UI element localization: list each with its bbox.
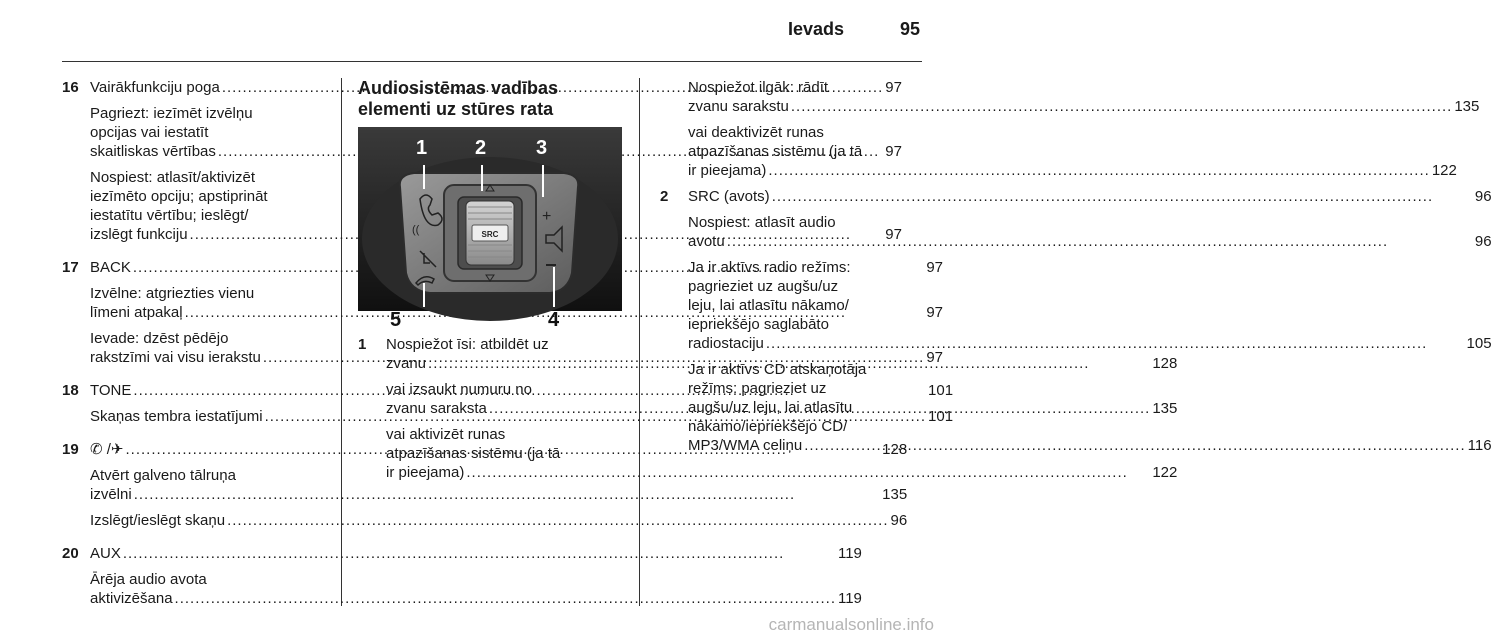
entry-text: zvanu <box>386 355 427 372</box>
entry-text: MP3/WMA celiņu <box>688 437 803 454</box>
entry-line: Ja ir aktīvs CD atskaņotāja <box>688 361 867 378</box>
entry-body <box>688 187 1492 462</box>
entry-line: Izvēlne: atgriezties vienu <box>90 285 255 302</box>
page-reference: 101 <box>928 408 954 425</box>
entry-paragraph <box>688 213 1492 251</box>
entry-leader-line <box>688 436 1492 455</box>
entry-leader-line <box>90 589 862 608</box>
entry-line: iepriekšējo saglabāto <box>688 316 829 333</box>
entry-text: ✆ /✈ <box>90 441 124 458</box>
entry-text: izslēgt funkciju <box>90 226 188 243</box>
entry-text: līmeni atpakaļ <box>90 304 183 321</box>
leader-dots <box>175 589 836 608</box>
entry-text: ir pieejama) <box>386 464 465 481</box>
entry-text: zvanu saraksta <box>386 400 487 417</box>
entry-number: 17 <box>62 259 79 276</box>
entry-line: Pagriezt: iezīmēt izvēlņu <box>90 105 253 122</box>
steering-wheel-controls-illustration <box>358 127 622 311</box>
entry-paragraph <box>688 258 1492 353</box>
entry-leader-line <box>688 97 1480 116</box>
page-reference: 122 <box>1152 464 1178 481</box>
entry-line: Nospiežot īsi: atbildēt uz <box>386 336 549 353</box>
entry-number: 20 <box>62 545 79 562</box>
entry-text: ir pieejama) <box>688 162 767 179</box>
page-reference: 96 <box>1474 233 1492 250</box>
page-reference: 97 <box>926 304 943 321</box>
entry-text: izvēlni <box>90 486 132 503</box>
entry-leader-line <box>90 511 907 530</box>
entry-paragraph <box>688 78 1480 116</box>
page-reference: 97 <box>926 259 943 276</box>
entry-number: 1 <box>358 336 367 353</box>
leader-dots <box>772 187 1473 206</box>
figure-label: 1 <box>416 137 428 159</box>
entry-line: iestatītu vērtību; ieslēgt/ <box>90 207 249 224</box>
leader-dots <box>768 161 1429 180</box>
entry-line: pagrieziet uz augšu/uz <box>688 278 839 295</box>
page-reference: 135 <box>1152 400 1178 417</box>
page-reference: 128 <box>1152 355 1178 372</box>
entry-line: Atvērt galveno tālruņa <box>90 467 236 484</box>
page-reference: 119 <box>837 545 862 562</box>
page-number: 95 <box>899 19 920 39</box>
leader-dots <box>727 232 1473 251</box>
section-title-line: Audiosistēmas vadības <box>358 78 559 98</box>
section-title-line: elementi uz stūres rata <box>358 99 554 119</box>
section-title <box>358 78 622 120</box>
continued-entry <box>660 78 1480 180</box>
entry-leader-line <box>688 334 1492 353</box>
entry-text: avotu <box>688 233 725 250</box>
entry-leader-line <box>688 232 1492 251</box>
leader-dots <box>227 511 888 530</box>
entry-line: vai izsaukt numuru no <box>386 381 532 398</box>
page-reference: 105 <box>1466 335 1492 352</box>
page-reference: 96 <box>1474 188 1492 205</box>
entry-text: zvanu sarakstu <box>688 98 789 115</box>
entry-line: Ārēja audio avota <box>90 571 207 588</box>
entry-leader-line <box>688 187 1492 206</box>
entry-line: Nospiest: atlasīt audio <box>688 214 836 231</box>
entry-text: SRC (avots) <box>688 188 770 205</box>
page-reference: 101 <box>928 382 954 399</box>
leader-dots <box>804 436 1465 455</box>
entry-number: 16 <box>62 79 79 96</box>
header-rule <box>62 61 922 62</box>
entry-line: atpazīšanas sistēmu (ja tā <box>688 143 863 160</box>
entry-line: vai aktivizēt runas <box>386 426 506 443</box>
entry-line: nākamo/iepriekšējo CD/ <box>688 418 848 435</box>
entry-line: leju, lai atlasītu nākamo/ <box>688 297 849 314</box>
entry-body <box>90 544 862 615</box>
header-title: Ievads <box>787 19 844 39</box>
entry-paragraph <box>90 570 862 608</box>
page-reference: 96 <box>890 512 908 529</box>
entry-line: opcijas vai iestatīt <box>90 124 209 141</box>
entry-text: radiostaciju <box>688 335 764 352</box>
src-button-label: SRC <box>481 230 499 239</box>
figure-label: 3 <box>536 137 548 159</box>
leader-dots <box>766 334 1465 353</box>
entry-leader-line <box>90 544 862 563</box>
entry-line: augšu/uz leju, lai atlasītu <box>688 399 853 416</box>
entry-text: Skaņas tembra iestatījumi <box>90 408 263 425</box>
entry-paragraph <box>90 544 862 563</box>
entry-line: iezīmēto opciju; apstiprināt <box>90 188 268 205</box>
entry-text: AUX <box>90 545 121 562</box>
page-reference: 128 <box>882 441 908 458</box>
index-entry <box>62 544 862 615</box>
entry-line: režīms: pagrieziet uz <box>688 380 827 397</box>
page-reference: 122 <box>1431 162 1457 179</box>
entry-text: skaitliskas vērtības <box>90 143 216 160</box>
page-reference: 97 <box>885 143 902 160</box>
page-reference: 97 <box>926 349 943 366</box>
page-reference: 135 <box>882 486 908 503</box>
page-reference: 116 <box>1467 437 1492 454</box>
entry-line: Nospiest: atlasīt/aktivizēt <box>90 169 256 186</box>
entry-paragraph <box>688 187 1492 206</box>
entry-text: TONE <box>90 382 132 399</box>
entry-text: Izslēgt/ieslēgt skaņu <box>90 512 226 529</box>
page-reference: 119 <box>837 590 862 607</box>
steering-wheel-controls-figure <box>358 127 622 331</box>
figure-label: 4 <box>548 309 560 331</box>
leader-dots <box>791 97 1452 116</box>
entry-text: rakstzīmi vai visu ierakstu <box>90 349 261 366</box>
entry-text: aktivizēšana <box>90 590 173 607</box>
entry-line: vai deaktivizēt runas <box>688 124 824 141</box>
leader-dots <box>123 544 836 563</box>
entry-paragraph <box>90 511 907 530</box>
page-reference: 97 <box>885 226 902 243</box>
svg-text:((: (( <box>412 224 420 236</box>
svg-text:+: + <box>542 208 552 225</box>
entry-line: Nospiežot ilgāk: rādīt <box>688 79 829 96</box>
entry-text: Vairākfunkciju poga <box>90 79 220 96</box>
entry-line: Ievade: dzēst pēdējo <box>90 330 229 347</box>
watermark: carmanualsonline.info <box>768 615 934 634</box>
page-reference: 97 <box>885 79 902 96</box>
page-reference: 135 <box>1454 98 1480 115</box>
entry-paragraph <box>688 123 1457 180</box>
figure-label: 2 <box>475 137 487 159</box>
entry-number: 2 <box>660 188 669 205</box>
entry-line: Ja ir aktīvs radio režīms: <box>688 259 851 276</box>
entry-leader-line <box>688 161 1457 180</box>
entry-paragraph <box>688 360 1492 455</box>
figure-label: 5 <box>390 309 402 331</box>
entry-number: 18 <box>62 382 79 399</box>
entry-line: atpazīšanas sistēmu (ja tā <box>386 445 561 462</box>
entry-text: BACK <box>90 259 131 276</box>
entry-number: 19 <box>62 441 79 458</box>
